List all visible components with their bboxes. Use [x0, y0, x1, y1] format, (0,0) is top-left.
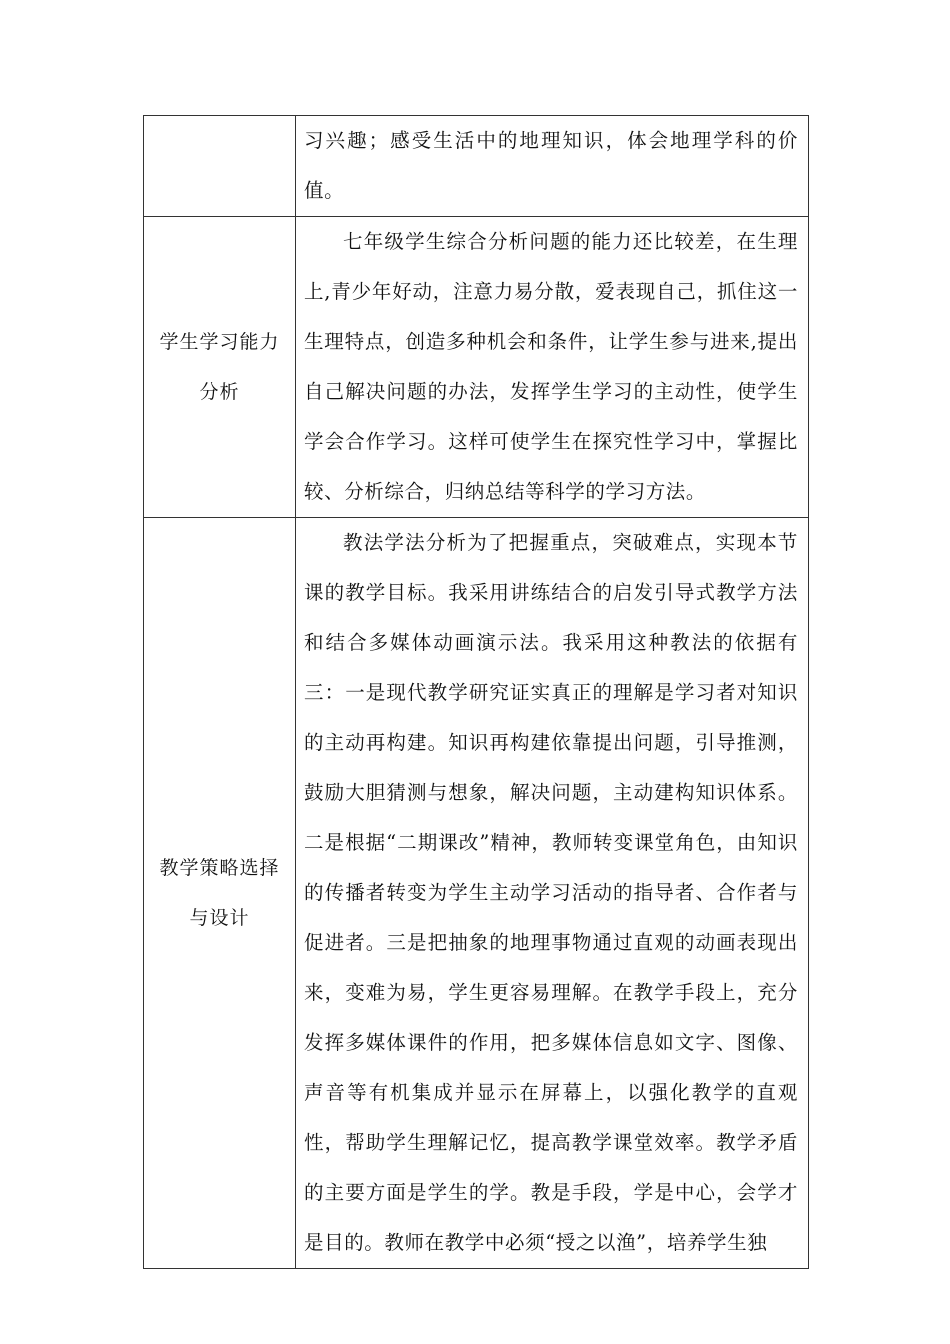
table-row: [144, 518, 809, 1269]
row-content: [296, 217, 809, 518]
content-paragraph: 教法学法分析为了把握重点，突破难点，实现本节课的教学目标。我采用讲练结合的启发引导式教学方法和结合多媒体动画演示法。我采用这种教法的依据有三：一是现代教学研究证实真正的理解是学习者对知识的主动再构建。知识再构建依靠提出问题，引导推测，鼓励大胆猜测与想象，解决问题，主动建构知识体系。二是根据“二期课改”精神，教师转变课堂角色，由知识的传播者转变为学生主动学习活动的指导者、合作者与促进者。三是把抽象的地理事物通过直观的动画表现出来，变难为易，学生更容易理解。在教学手段上，充分发挥多媒体课件的作用，把多媒体信息如文字、图像、声音等有机集成并显示在屏幕上，以强化教学的直观性，帮助学生理解记忆，提高教学课堂效率。教学矛盾的主要方面是学生的学。教是手段，学是中心，会学才是目的。教师在教学中必须“授之以渔”，培养学生独: [304, 531, 798, 1254]
table-row: [144, 217, 809, 518]
row-label: 学生学习能力分析: [144, 217, 296, 518]
table-row: [144, 116, 809, 217]
row-label: [144, 116, 296, 217]
row-content: [296, 518, 809, 1269]
lesson-plan-table: [143, 115, 809, 1269]
content-paragraph: 习兴趣；感受生活中的地理知识，体会地理学科的价值。: [304, 129, 798, 202]
row-label: 教学策略选择与设计: [144, 518, 296, 1269]
row-content: [296, 116, 809, 217]
content-paragraph: 七年级学生综合分析问题的能力还比较差，在生理上,青少年好动，注意力易分散，爱表现自己，抓住这一生理特点，创造多种机会和条件，让学生参与进来,提出自己解决问题的办法，发挥学生学习的主动性，使学生学会合作学习。这样可使学生在探究性学习中，掌握比较、分析综合，归纳总结等科学的学习方法。: [304, 230, 798, 503]
